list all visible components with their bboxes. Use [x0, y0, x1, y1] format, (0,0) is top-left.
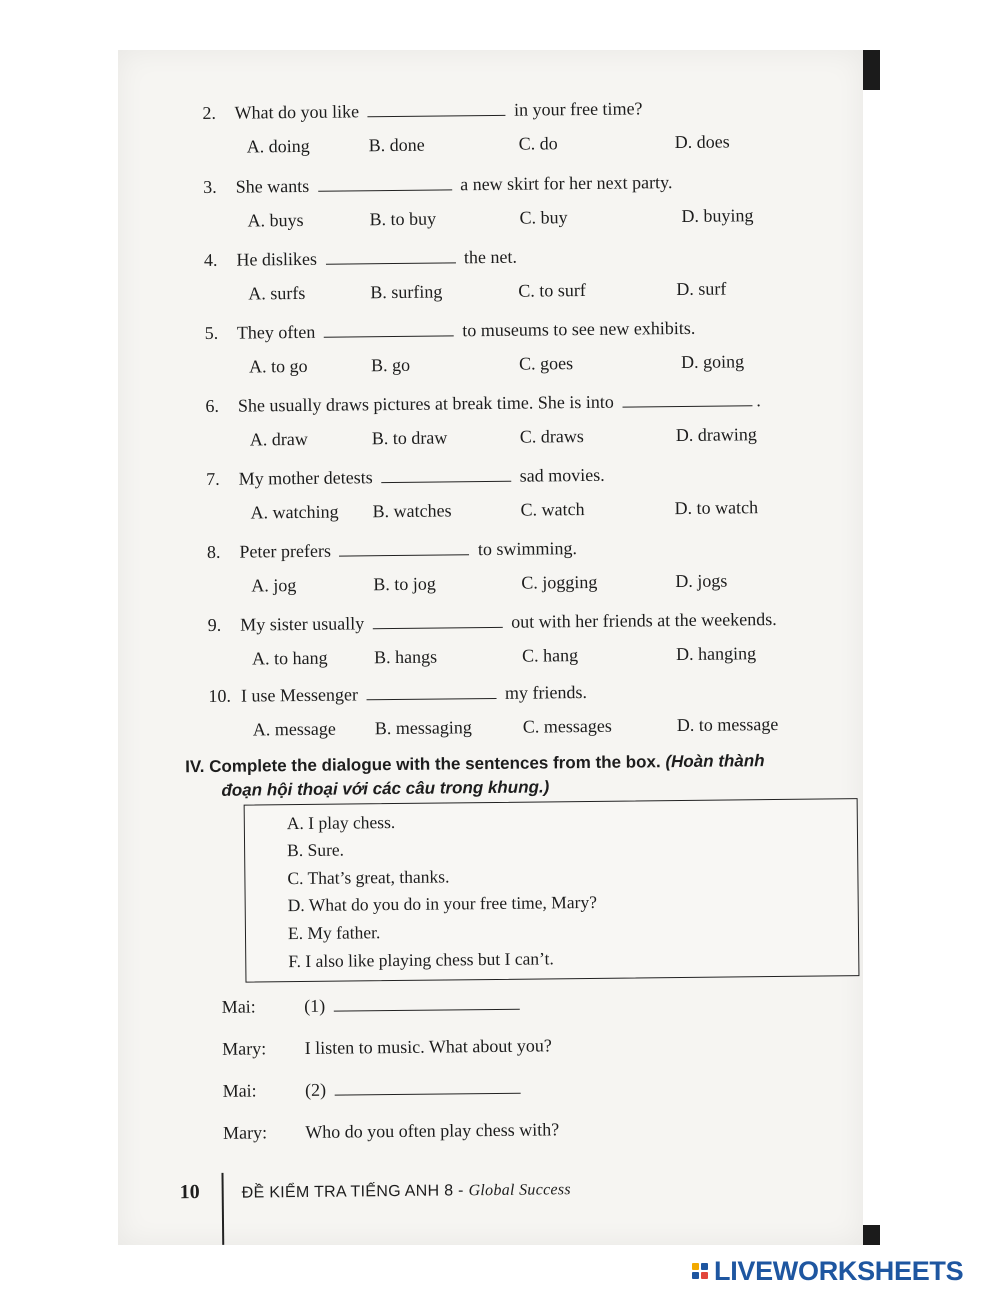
question-text-after: my friends. — [504, 681, 588, 703]
option-b[interactable]: B. to buy — [369, 208, 437, 230]
section-label: IV. — [185, 757, 205, 777]
question-text-after: sad movies. — [519, 464, 605, 486]
option-c[interactable]: C. watch — [520, 499, 585, 520]
option-b[interactable]: B. watches — [372, 500, 452, 522]
question-text-before: They often — [236, 321, 316, 343]
question-number: 3. — [203, 176, 217, 197]
question-4 — [204, 247, 517, 271]
dialogue-answer-blank[interactable] — [334, 995, 520, 1012]
answer-blank[interactable] — [367, 101, 505, 117]
option-d[interactable]: D. drawing — [675, 424, 757, 446]
dialogue-answer-blank[interactable] — [335, 1079, 521, 1096]
question-number: 5. — [204, 322, 219, 343]
speaker: Mary: — [222, 1122, 268, 1143]
page-content — [118, 50, 863, 1245]
option-d[interactable]: D. going — [680, 351, 745, 372]
dialogue-text: I listen to music. What about you? — [304, 1035, 552, 1058]
option-b[interactable]: B. done — [368, 134, 425, 156]
option-b[interactable]: B. go — [370, 354, 411, 376]
options-2 — [247, 130, 847, 160]
question-9 — [208, 609, 777, 636]
question-number: 9. — [207, 614, 222, 635]
question-number: 7. — [206, 468, 220, 489]
box-sentence-e: E. My father. — [287, 922, 381, 944]
question-text-after: the net. — [463, 246, 517, 268]
page-number: 10 — [179, 1181, 200, 1204]
dialogue-line-4 — [223, 1119, 559, 1144]
option-a[interactable]: A. buys — [247, 209, 304, 231]
option-d[interactable]: D. to message — [676, 713, 779, 736]
question-2 — [202, 98, 642, 124]
option-d[interactable]: D. hanging — [675, 643, 757, 665]
question-6 — [205, 390, 761, 417]
book-spine-top — [863, 50, 880, 90]
question-5 — [205, 318, 696, 344]
liveworksheets-logo — [692, 1256, 963, 1286]
option-a[interactable]: A. jog — [251, 575, 297, 596]
section-iv-heading — [185, 748, 863, 803]
question-number: 2. — [202, 102, 216, 123]
option-a[interactable]: A. watching — [250, 501, 339, 523]
option-c[interactable]: C. to surf — [518, 279, 586, 301]
option-d[interactable]: D. does — [674, 131, 730, 153]
answer-blank[interactable] — [324, 321, 454, 337]
option-a[interactable]: A. to hang — [251, 647, 328, 669]
question-text-after: out with her friends at the weekends. — [511, 609, 777, 632]
book-title: ĐỀ KIỂM TRA TIẾNG ANH 8 - — [241, 1182, 469, 1202]
sentence-box — [244, 798, 860, 982]
question-text-before: My mother detests — [238, 467, 373, 489]
speaker: Mai: — [221, 996, 256, 1017]
option-b[interactable]: B. to draw — [371, 427, 448, 449]
answer-blank[interactable] — [622, 391, 752, 407]
section-title: Complete the dialogue with the sentences from the box. — [209, 752, 661, 776]
question-10 — [208, 682, 587, 707]
scan-background — [0, 0, 118, 1294]
question-7 — [206, 465, 605, 490]
speaker: Mary: — [222, 1038, 267, 1059]
box-sentence-c: C. That’s great, thanks. — [287, 866, 450, 889]
book-spine-bottom — [863, 1225, 880, 1245]
option-c[interactable]: C. hang — [521, 645, 579, 666]
footer-divider — [221, 1173, 223, 1245]
options-4 — [248, 277, 848, 307]
liveworksheets-logo-icon — [692, 1263, 708, 1279]
section-subtitle-line1: (Hoàn thành — [665, 751, 765, 772]
option-c[interactable]: C. messages — [522, 715, 612, 737]
question-text-before: My sister usually — [240, 613, 365, 635]
question-number: 4. — [203, 249, 218, 270]
answer-blank[interactable] — [381, 467, 511, 483]
dialogue-text: (1) — [304, 995, 326, 1016]
answer-blank[interactable] — [339, 540, 469, 556]
option-b[interactable]: B. hangs — [373, 646, 438, 668]
answer-blank[interactable] — [325, 248, 455, 264]
liveworksheets-wordmark: LIVEWORKSHEETS — [714, 1255, 964, 1286]
option-c[interactable]: C. do — [518, 133, 558, 154]
question-text-before: He dislikes — [236, 248, 318, 270]
dialogue-line-3 — [223, 1078, 525, 1102]
option-a[interactable]: A. to go — [248, 355, 308, 377]
question-text-after: to swimming. — [477, 538, 578, 560]
question-text-after: to museums to see new exhibits. — [462, 317, 696, 341]
question-number: 10. — [208, 685, 232, 706]
question-text-before: Peter prefers — [239, 540, 332, 562]
option-b[interactable]: B. surfing — [370, 281, 443, 303]
options-6 — [250, 423, 850, 453]
dialogue-line-2 — [222, 1035, 552, 1059]
option-a[interactable]: A. message — [252, 718, 336, 740]
option-d[interactable]: D. buying — [681, 205, 754, 226]
book-brand: Global Success — [468, 1181, 572, 1200]
options-8 — [251, 569, 851, 599]
options-5 — [249, 350, 849, 380]
options-9 — [252, 642, 852, 672]
dialogue-text: Who do you often play chess with? — [305, 1119, 560, 1142]
question-text-after: in your free time? — [513, 98, 643, 120]
option-a[interactable]: A. surfs — [248, 282, 306, 304]
speaker: Mai: — [222, 1080, 257, 1101]
question-text-before: I use Messenger — [240, 684, 359, 706]
answer-blank[interactable] — [366, 684, 496, 700]
worksheet-page — [118, 50, 863, 1245]
option-a[interactable]: A. draw — [249, 428, 308, 450]
option-b[interactable]: B. to jog — [373, 573, 436, 595]
question-text-before: She wants — [235, 175, 310, 197]
answer-blank[interactable] — [318, 175, 452, 191]
option-c[interactable]: C. goes — [518, 353, 574, 374]
options-3 — [247, 204, 847, 234]
option-b[interactable]: B. messaging — [374, 717, 472, 739]
question-text-before: What do you like — [234, 101, 360, 123]
options-10 — [253, 713, 853, 743]
option-c[interactable]: C. jogging — [521, 571, 598, 593]
box-sentence-d: D. What do you do in your free time, Mary? — [287, 891, 598, 916]
option-a[interactable]: A. doing — [246, 135, 310, 157]
box-sentence-a: A. I play chess. — [286, 812, 396, 834]
box-sentence-f: F. I also like playing chess but I can’t. — [288, 948, 554, 972]
question-text-after: a new skirt for her next party. — [460, 172, 673, 195]
section-subtitle-line2: đoạn hội thoại với các câu trong khung.) — [221, 777, 550, 800]
option-d[interactable]: D. surf — [676, 278, 727, 300]
option-d[interactable]: D. to watch — [674, 497, 759, 519]
options-7 — [250, 496, 850, 526]
box-sentence-b: B. Sure. — [287, 839, 345, 861]
option-d[interactable]: D. jogs — [675, 570, 728, 592]
footer-title — [242, 1181, 571, 1202]
dialogue-line-1 — [222, 994, 524, 1018]
option-c[interactable]: C. buy — [519, 207, 568, 228]
question-number: 8. — [206, 541, 221, 562]
dialogue-text: (2) — [305, 1079, 327, 1100]
answer-blank[interactable] — [373, 613, 503, 629]
question-8 — [207, 538, 577, 563]
question-text-before: She usually draws pictures at break time. She is into — [237, 391, 614, 416]
question-text-after: . — [756, 390, 761, 411]
question-3 — [203, 172, 672, 198]
question-number: 6. — [205, 395, 220, 416]
option-c[interactable]: C. draws — [519, 426, 584, 447]
